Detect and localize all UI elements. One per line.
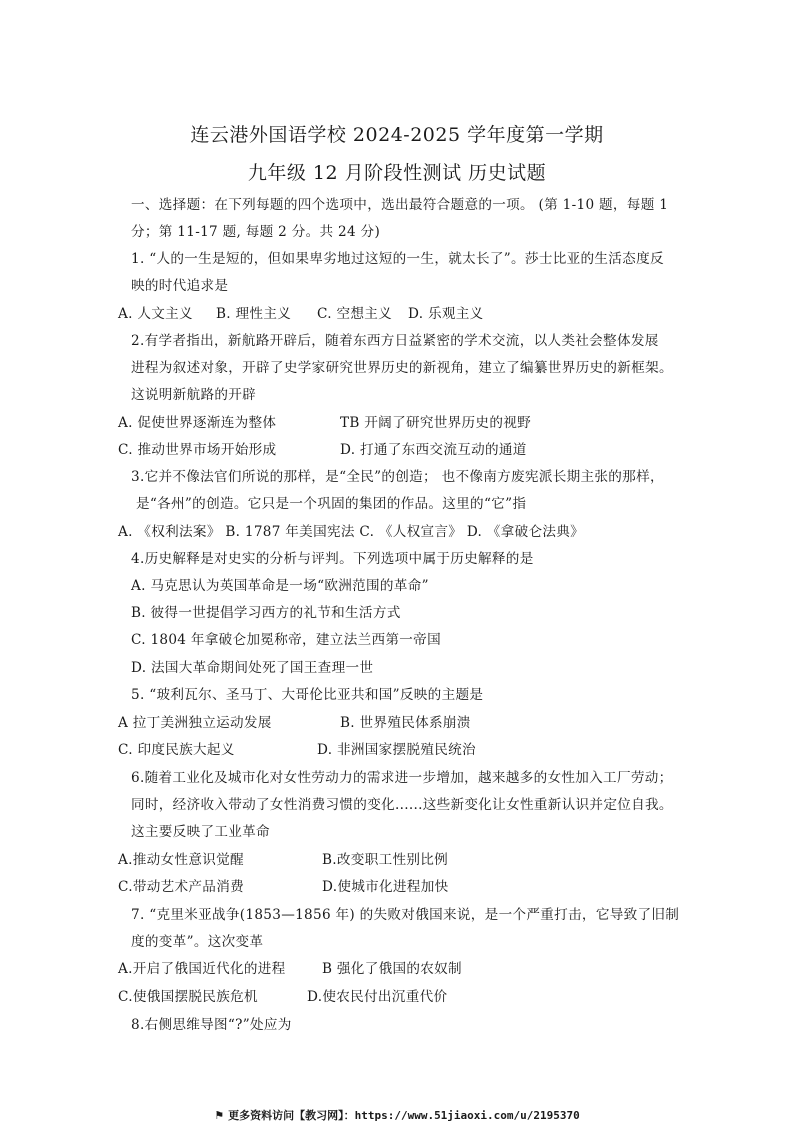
q1-option-b: B. 理性主义 — [216, 306, 292, 322]
q4-option-b: B. 彼得一世提倡学习西方的礼节和生活方式 — [131, 605, 401, 621]
q6-stem-line3: 这主要反映了工业革命 — [131, 824, 270, 840]
q6-option-a: A.推动女性意识觉醒 — [118, 852, 244, 868]
q4-stem-line1: 4.历史解释是对史实的分析与评判。下列选项中属于历史解释的是 — [131, 551, 534, 567]
q6-option-b: B.改变职工性别比例 — [322, 852, 449, 868]
q2-stem-line1: 2.有学者指出，新航路开辟后，随着东西方日益紧密的学术交流，以人类社会整体发展 — [131, 333, 659, 349]
q7-option-d: D.使农民付出沉重代价 — [307, 989, 448, 1005]
q7-stem-line1: 7. “克里米亚战争(1853—1856 年) 的失败对俄国来说，是一个严重打击，它导致了旧制 — [131, 907, 680, 923]
q5-option-a: A 拉丁美洲独立运动发展 — [118, 715, 272, 731]
q5-option-b: B. 世界殖民体系崩溃 — [340, 715, 471, 731]
q4-option-d: D. 法国大革命期间处死了国王查理一世 — [131, 660, 374, 676]
q7-stem-line2: 度的变革”。这次变革 — [131, 934, 264, 950]
q2-option-b: TB 开阔了研究世界历史的视野 — [340, 415, 532, 431]
section-instructions-line2: 分；第 11-17 题, 每题 2 分。共 24 分) — [131, 224, 381, 240]
q2-option-d: D. 打通了东西交流互动的通道 — [340, 442, 527, 458]
q5-option-d: D. 非洲国家摆脱殖民统治 — [317, 742, 476, 758]
q4-option-c: C. 1804 年拿破仑加冕称帝，建立法兰西第一帝国 — [131, 632, 441, 648]
q1-option-d: D. 乐观主义 — [408, 306, 484, 322]
section-instructions-line1: 一、选择题：在下列每题的四个选项中，选出最符合题意的一项。 (第 1-10 题，每题 1 — [131, 197, 669, 213]
q7-option-c: C.使俄国摆脱民族危机 — [118, 989, 258, 1005]
q3-options: A. 《权利法案》 B. 1787 年美国宪法 C. 《人权宣言》 D. 《拿破仑法典》 — [118, 524, 585, 540]
q7-option-a: A.开启了俄国近代化的进程 — [118, 961, 286, 977]
q3-stem-line2: 是“各州”的创造。它只是一个巩固的集团的作品。这里的“它”指 — [136, 496, 527, 512]
q2-stem-line2: 进程为叙述对象，开辟了史学家研究世界历史的新视角，建立了编纂世界历史的新框架。 — [131, 360, 673, 376]
q3-stem-line1: 3.它并不像法官们所说的那样，是“全民”的创造； 也不像南方废宪派长期主张的那样， — [131, 469, 664, 485]
q1-stem-line2: 映的时代追求是 — [131, 278, 229, 294]
exam-title-subject: 九年级 12 月阶段性测试 历史试题 — [247, 162, 547, 184]
q6-stem-line2: 同时，经济收入带动了女性消费习惯的变化......这些新变化让女性重新认识并定位自我。 — [131, 797, 673, 813]
q6-stem-line1: 6.随着工业化及城市化对女性劳动力的需求进一步增加，越来越多的女性加入工厂劳动； — [131, 770, 673, 786]
q7-option-b: B 强化了俄国的农奴制 — [322, 961, 462, 977]
q2-option-a: A. 促使世界逐渐连为整体 — [118, 415, 277, 431]
footer-link[interactable] — [0, 1107, 794, 1123]
q4-option-a: A. 马克思认为英国革命是一场“欧洲范围的革命” — [131, 578, 429, 594]
footer-text[interactable]: 更多资料访问【教习网】：https://www.51jiaoxi.com/u/2195370 — [228, 1109, 580, 1122]
flag-icon: ⚑ — [214, 1109, 225, 1122]
q6-option-d: D.使城市化进程加快 — [322, 879, 449, 895]
exam-title-school: 连云港外国语学校 2024-2025 学年度第一学期 — [190, 124, 604, 146]
q5-stem-line1: 5. “玻利瓦尔、圣马丁、大哥伦比亚共和国”反映的主题是 — [131, 687, 484, 703]
q1-stem-line1: 1. “人的一生是短的，但如果卑劣地过这短的一生，就太长了”。莎士比亚的生活态度反 — [131, 251, 664, 267]
q5-option-c: C. 印度民族大起义 — [118, 742, 235, 758]
q2-stem-line3: 这说明新航路的开辟 — [131, 387, 257, 403]
q2-option-c: C. 推动世界市场开始形成 — [118, 442, 277, 458]
q1-option-c: C. 空想主义 — [317, 306, 393, 322]
q8-stem-line1: 8.右侧思维导图“?”处应为 — [131, 1017, 292, 1033]
q6-option-c: C.带动艺术产品消费 — [118, 879, 244, 895]
q1-option-a: A. 人文主义 — [118, 306, 193, 322]
